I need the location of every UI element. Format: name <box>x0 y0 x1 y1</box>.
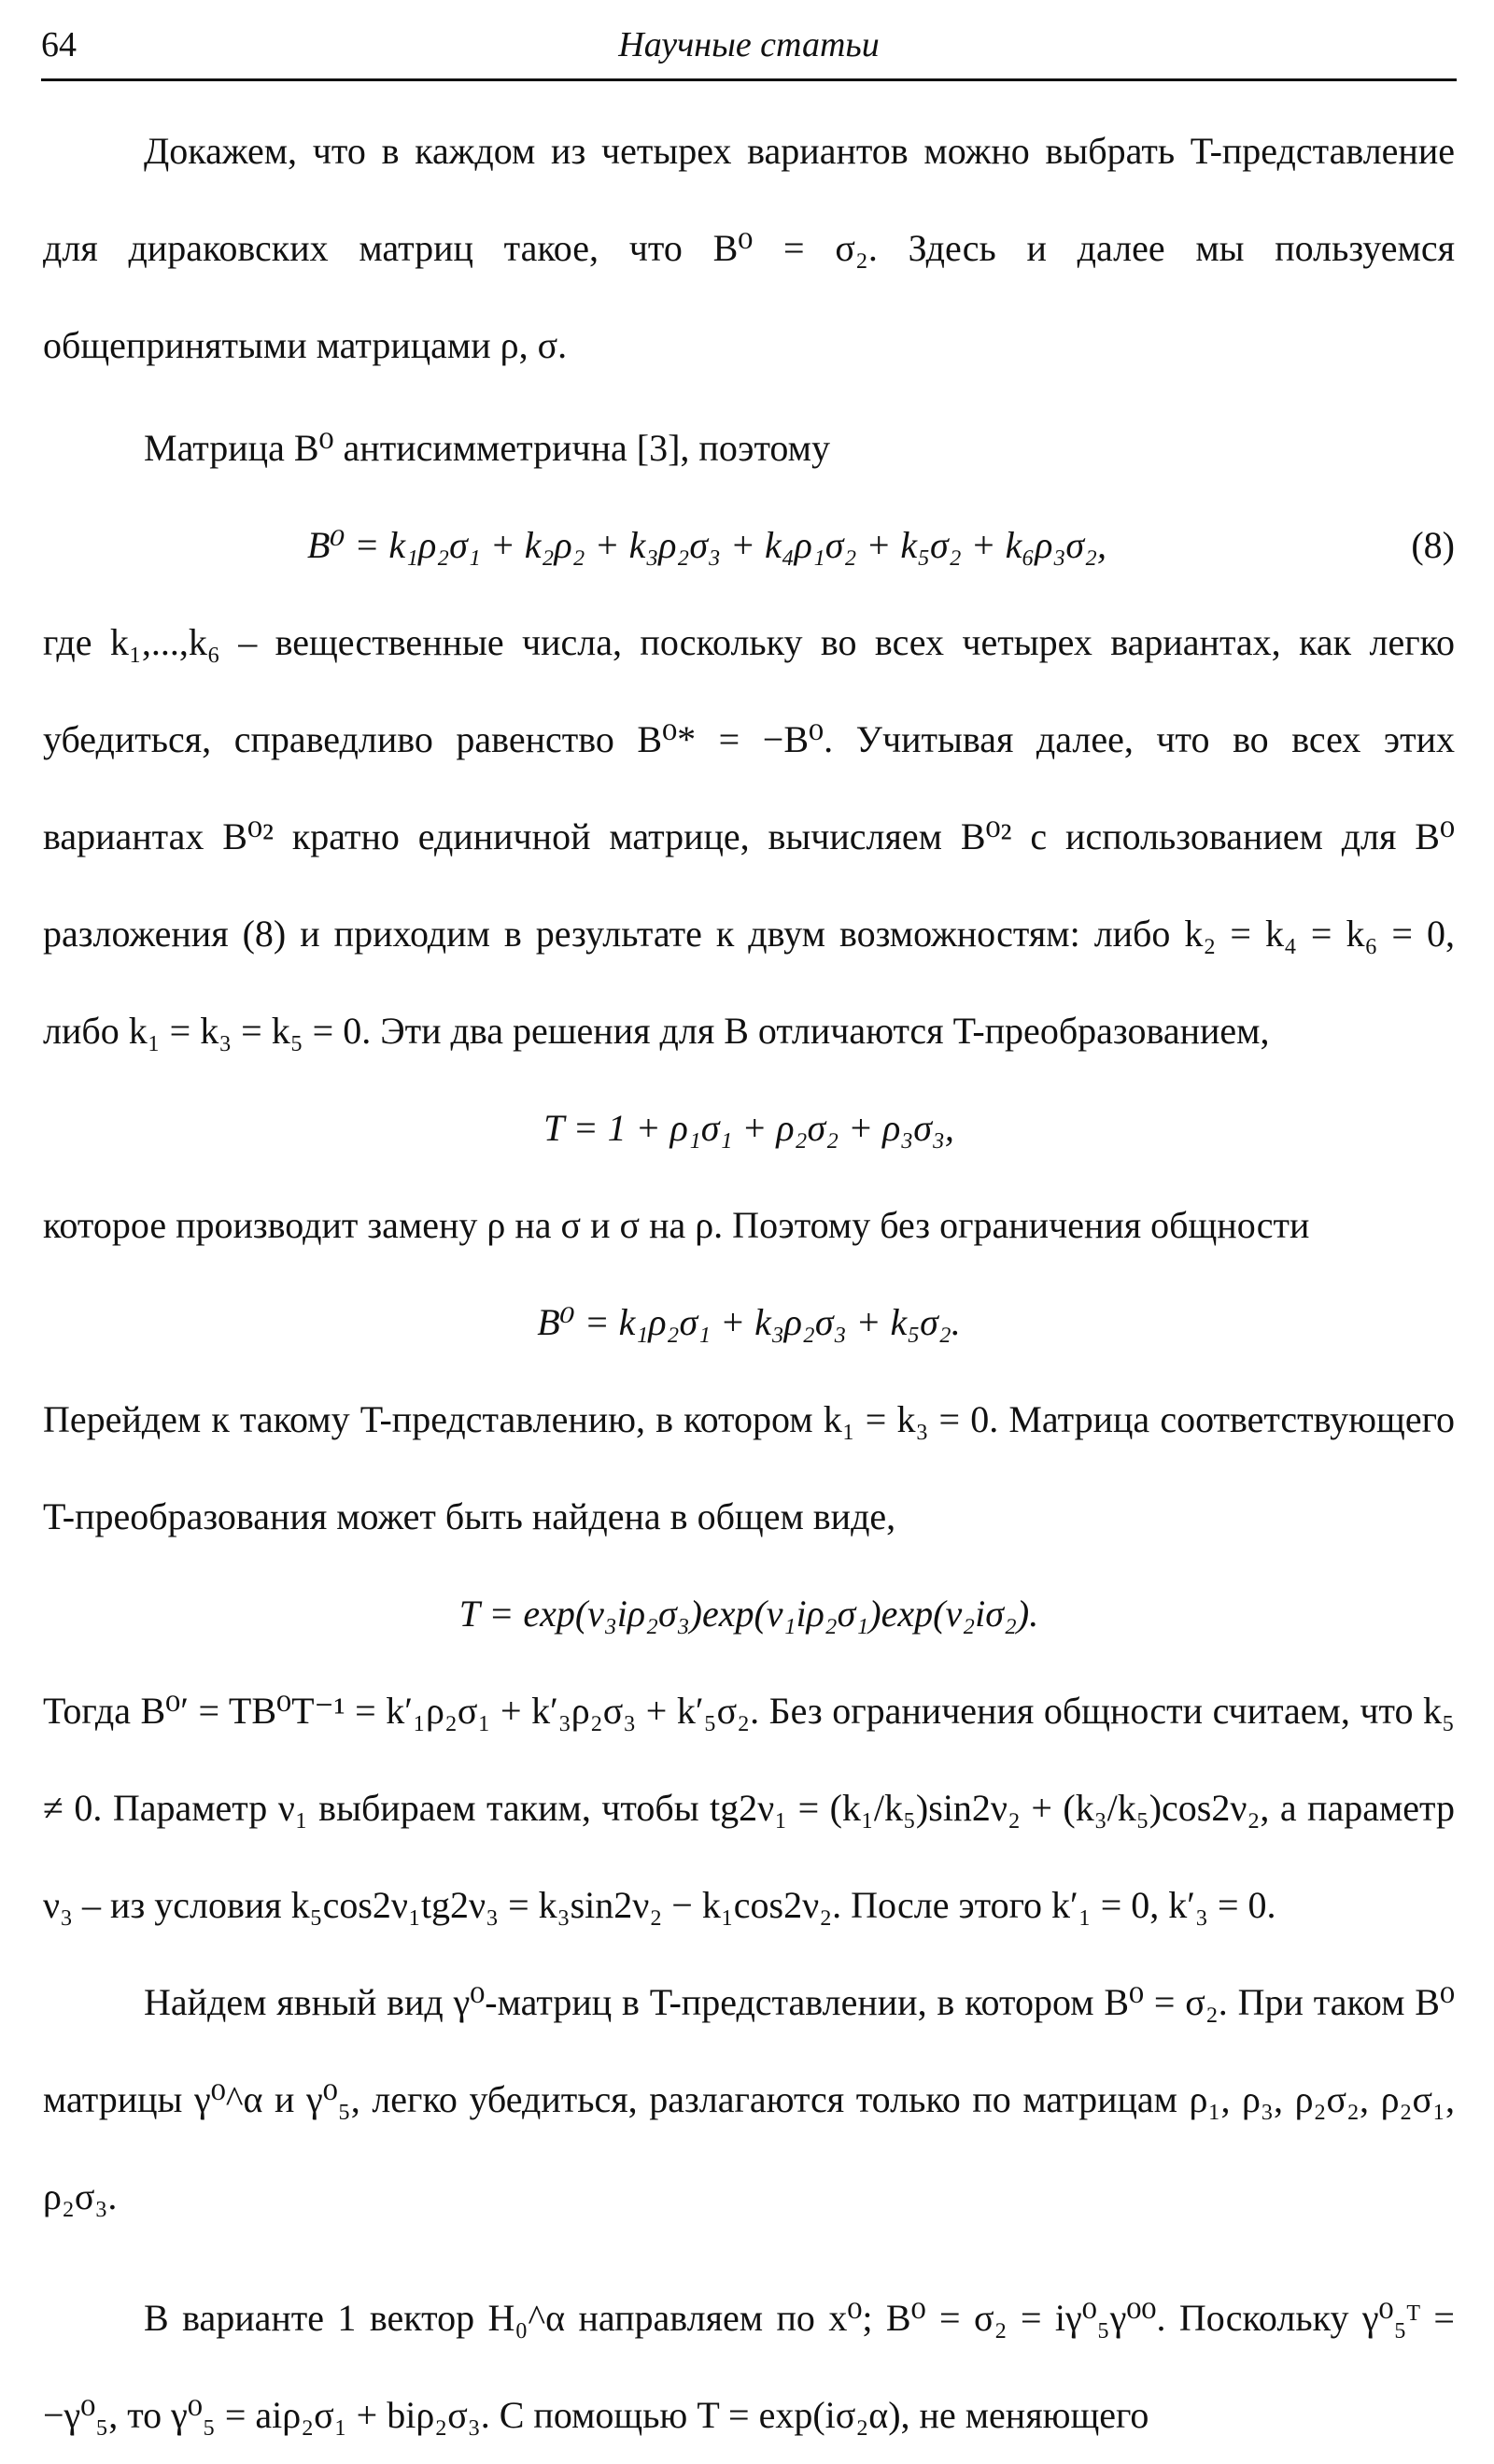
article-body <box>43 103 1455 2464</box>
equation-t-exponential <box>43 1565 1455 1663</box>
paragraph-2: Матрица B⁰ антисимметрична [3], поэтому <box>144 427 830 469</box>
page-header <box>41 21 1457 81</box>
paragraph-7: Найдем явный вид γ⁰-матриц в T-представлении, в котором B⁰ = σ₂. При таком B⁰ матрицы γ⁰^α и γ⁰₅, легко убедиться, разлагаются только по матрицам ρ₁, ρ₃, ρ₂σ₂, ρ₂σ₁, ρ₂σ₃. <box>43 1981 1455 2217</box>
paragraph-6: Тогда B⁰′ = TB⁰T⁻¹ = k′₁ρ₂σ₁ + k′₃ρ₂σ₃ + k′₅σ₂. Без ограничения общности считаем, что k₅ ≠ 0. Параметр ν₁ выбираем таким, чтобы tg2ν₁ = (k₁/k₅)sin2ν₂ + (k₃/k₅)cos2ν₂, а параметр ν₃ – из условия k₅cos2ν₁tg2ν₃ = k₃sin2ν₂ − k₁cos2ν₂. После этого k′₁ = 0, k′₃ = 0. <box>43 1690 1455 1926</box>
paragraph-4: которое производит замену ρ на σ и σ на ρ. Поэтому без ограничения общности <box>43 1204 1310 1246</box>
paragraph-1: Докажем, что в каждом из четырех вариантов можно выбрать T-представление для дираковских матриц такое, что B⁰ = σ₂. Здесь и далее мы пользуемся общепринятыми матрицами ρ, σ. <box>43 130 1455 366</box>
equation-t-transform-expression: T = 1 + ρ₁σ₁ + ρ₂σ₂ + ρ₃σ₃, <box>543 1107 954 1149</box>
equation-b-reduced <box>43 1274 1455 1371</box>
equation-b-reduced-expression: B⁰ = k₁ρ₂σ₁ + k₃ρ₂σ₃ + k₅σ₂. <box>537 1301 961 1343</box>
running-title: Научные статьи <box>618 25 880 64</box>
equation-8 <box>43 497 1455 594</box>
paragraph-8: В варианте 1 вектор H₀^α направляем по x⁰; B⁰ = σ₂ = iγ⁰₅γ⁰⁰. Поскольку γ⁰₅ᵀ = −γ⁰₅, то γ⁰₅ = aiρ₂σ₁ + biρ₂σ₃. С помощью T = exp(iσ₂α), не меняющего <box>43 2297 1455 2436</box>
equation-t-exponential-expression: T = exp(ν₃iρ₂σ₃)exp(ν₁iρ₂σ₁)exp(ν₂iσ₂). <box>458 1593 1039 1635</box>
equation-8-number: (8) <box>1411 524 1455 566</box>
paragraph-3: где k₁,...,k₆ – вещественные числа, поскольку во всех четырех вариантах, как легко убедиться, справедливо равенство B⁰* = −B⁰. Учитывая далее, что во всех этих вариантах B⁰² кратно единичной матрице, вычисляем B⁰² с использованием для B⁰ разложения (8) и приходим в результате к двум возможностям: либо k₂ = k₄ = k₆ = 0, либо k₁ = k₃ = k₅ = 0. Эти два решения для B отличаются T-преобразованием, <box>43 621 1455 1052</box>
equation-t-transform <box>43 1080 1455 1177</box>
page-number: 64 <box>41 25 77 64</box>
paragraph-5: Перейдем к такому T-представлению, в котором k₁ = k₃ = 0. Матрица соответствующего T-преобразования может быть найдена в общем виде, <box>43 1398 1455 1537</box>
equation-8-expression: B⁰ = k₁ρ₂σ₁ + k₂ρ₂ + k₃ρ₂σ₃ + k₄ρ₁σ₂ + k₅σ₂ + k₆ρ₃σ₂, <box>306 524 1107 566</box>
